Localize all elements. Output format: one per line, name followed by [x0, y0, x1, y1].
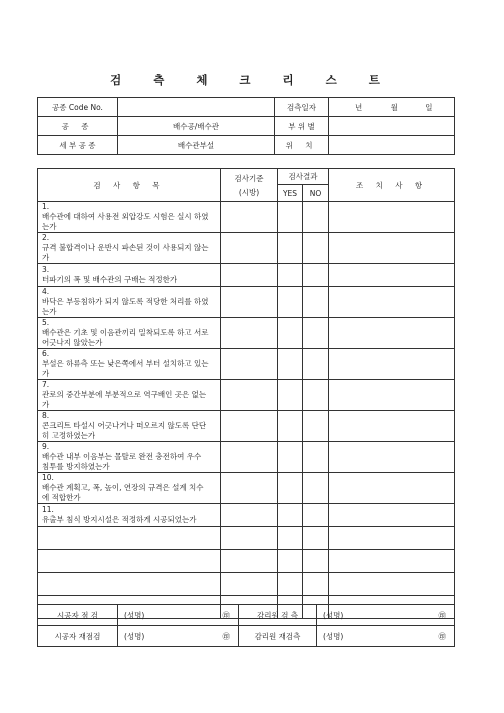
- item-text: 바닥은 부등침하가 되지 않도록 적당한 처리를 하였는가: [42, 297, 209, 316]
- location-value[interactable]: [329, 117, 455, 136]
- action-cell[interactable]: [329, 318, 455, 349]
- checklist-item: [38, 527, 221, 550]
- col-header-criteria: [221, 169, 278, 202]
- position-label: 위 치: [275, 136, 329, 155]
- project-code-value[interactable]: [118, 98, 275, 117]
- contractor-reinspection-sign[interactable]: [118, 626, 239, 647]
- no-cell[interactable]: [303, 233, 329, 264]
- date-year: 년: [355, 102, 363, 112]
- criteria-cell[interactable]: [221, 349, 278, 380]
- col-header-items: 검 사 항 목: [38, 169, 221, 202]
- no-cell[interactable]: [303, 550, 329, 573]
- checklist-item: [38, 233, 221, 264]
- criteria-cell[interactable]: [221, 287, 278, 318]
- item-text: 터파기의 폭 및 배수관의 구배는 적정한가: [42, 275, 178, 284]
- action-cell[interactable]: [329, 287, 455, 318]
- item-text: 배수관에 대하여 사용전 외압강도 시험은 실시 하였는가: [42, 212, 209, 231]
- item-text: 규격 불합격이나 운반시 파손된 것이 사용되지 않는가: [42, 243, 209, 262]
- no-cell[interactable]: [303, 411, 329, 442]
- criteria-label: 검사기준: [234, 173, 264, 183]
- table-row: [38, 318, 455, 349]
- criteria-cell[interactable]: [221, 442, 278, 473]
- col-header-action: 조 치 사 항: [329, 169, 455, 202]
- supervisor-reinspection-sign[interactable]: [317, 626, 455, 647]
- no-cell[interactable]: [303, 287, 329, 318]
- checklist-item: [38, 411, 221, 442]
- criteria-sub-label: (시방): [238, 187, 260, 197]
- position-value[interactable]: [329, 136, 455, 155]
- table-row: [38, 442, 455, 473]
- action-cell[interactable]: [329, 527, 455, 550]
- yes-cell[interactable]: [278, 318, 303, 349]
- seal-icon: ㊞: [222, 631, 230, 641]
- checklist-item: [38, 202, 221, 233]
- location-label: 부 위 별: [275, 117, 329, 136]
- contractor-reinspection-label: 시공자 재점검: [38, 626, 118, 647]
- item-number: 8.: [42, 411, 50, 420]
- item-text: 유출부 침식 방지시설은 적정하게 시공되었는가: [42, 515, 197, 524]
- detail-work-value: 배수관부설: [118, 136, 275, 155]
- action-cell[interactable]: [329, 349, 455, 380]
- action-cell[interactable]: [329, 411, 455, 442]
- yes-cell[interactable]: [278, 349, 303, 380]
- action-cell[interactable]: [329, 202, 455, 233]
- checklist-item: [38, 349, 221, 380]
- no-cell[interactable]: [303, 527, 329, 550]
- action-cell[interactable]: [329, 504, 455, 527]
- sign-placeholder: (성명): [323, 610, 344, 620]
- no-cell[interactable]: [303, 504, 329, 527]
- action-cell[interactable]: [329, 380, 455, 411]
- criteria-cell[interactable]: [221, 411, 278, 442]
- table-row: [38, 349, 455, 380]
- sign-placeholder: (성명): [124, 610, 145, 620]
- seal-icon: ㊞: [438, 631, 446, 641]
- checklist-item: [38, 573, 221, 596]
- work-type-value: 배수공/배수관: [118, 117, 275, 136]
- table-row: [38, 202, 455, 233]
- checklist-item: [38, 287, 221, 318]
- item-text: 부설은 하류측 또는 낮은쪽에서 부터 설치하고 있는가: [42, 359, 209, 378]
- checklist-item: [38, 380, 221, 411]
- item-number: 1.: [42, 202, 50, 211]
- col-header-no: NO: [303, 185, 329, 202]
- yes-cell[interactable]: [278, 287, 303, 318]
- item-number: 4.: [42, 287, 50, 296]
- yes-cell[interactable]: [278, 573, 303, 596]
- signature-table: [37, 604, 455, 647]
- criteria-cell[interactable]: [221, 233, 278, 264]
- page-title: 검 측 체 크 리 스 트: [110, 73, 394, 87]
- date-month: 월: [390, 102, 398, 112]
- checklist-item: [38, 442, 221, 473]
- no-cell[interactable]: [303, 380, 329, 411]
- no-cell[interactable]: [303, 473, 329, 504]
- supervisor-inspection-label: 감리원 검 측: [239, 605, 317, 626]
- action-cell[interactable]: [329, 473, 455, 504]
- no-cell[interactable]: [303, 264, 329, 287]
- yes-cell[interactable]: [278, 202, 303, 233]
- inspection-date-value[interactable]: [329, 98, 455, 117]
- table-row: [38, 504, 455, 527]
- criteria-cell[interactable]: [221, 264, 278, 287]
- criteria-cell[interactable]: [221, 550, 278, 573]
- item-text: 배수관 계획고, 폭, 높이, 연장의 규격은 설계 치수에 적합한가: [42, 483, 204, 502]
- no-cell[interactable]: [303, 318, 329, 349]
- item-number: 10.: [42, 473, 54, 482]
- table-row: [38, 233, 455, 264]
- criteria-cell[interactable]: [221, 573, 278, 596]
- yes-cell[interactable]: [278, 233, 303, 264]
- inspection-date-label: 검측일자: [275, 98, 329, 117]
- item-number: 5.: [42, 318, 50, 327]
- action-cell[interactable]: [329, 573, 455, 596]
- yes-cell[interactable]: [278, 550, 303, 573]
- table-row: [38, 550, 455, 573]
- criteria-cell[interactable]: [221, 318, 278, 349]
- table-row: [38, 287, 455, 318]
- item-text: 배수관은 기초 및 이음관끼리 밀착되도록 하고 서로 어긋나지 않았는가: [42, 328, 209, 347]
- criteria-cell[interactable]: [221, 380, 278, 411]
- action-cell[interactable]: [329, 550, 455, 573]
- yes-cell[interactable]: [278, 380, 303, 411]
- checklist-table: [37, 168, 455, 619]
- table-row: [38, 527, 455, 550]
- checklist-item: [38, 473, 221, 504]
- checklist-item: [38, 504, 221, 527]
- item-text: 관로의 중간부분에 부분적으로 역구배인 곳은 없는가: [42, 390, 207, 409]
- no-cell[interactable]: [303, 573, 329, 596]
- item-text: 배수관 내부 이음부는 몰탈로 완전 충전하여 우수 침투를 방지하였는가: [42, 452, 202, 471]
- item-number: 11.: [42, 505, 54, 514]
- yes-cell[interactable]: [278, 411, 303, 442]
- yes-cell[interactable]: [278, 442, 303, 473]
- supervisor-reinspection-label: 감리원 재검측: [239, 626, 317, 647]
- item-text: 콘크리트 타설시 어긋나거나 떠오르지 않도록 단단히 고정하였는가: [42, 421, 207, 440]
- table-row: [38, 380, 455, 411]
- sign-placeholder: (성명): [323, 631, 344, 641]
- seal-icon: ㊞: [438, 610, 446, 620]
- criteria-cell[interactable]: [221, 504, 278, 527]
- item-number: 7.: [42, 380, 50, 389]
- contractor-inspection-label: 시공자 점 검: [38, 605, 118, 626]
- header-table: [37, 97, 455, 155]
- detail-work-label: 세 부 공 종: [38, 136, 118, 155]
- checklist-item: [38, 264, 221, 287]
- criteria-cell[interactable]: [221, 202, 278, 233]
- item-number: 9.: [42, 442, 50, 451]
- work-type-label: 공 종: [38, 117, 118, 136]
- date-day: 일: [425, 102, 433, 112]
- no-cell[interactable]: [303, 349, 329, 380]
- item-number: 2.: [42, 233, 50, 242]
- criteria-cell[interactable]: [221, 527, 278, 550]
- table-row: [38, 473, 455, 504]
- criteria-cell[interactable]: [221, 473, 278, 504]
- table-row: [38, 573, 455, 596]
- yes-cell[interactable]: [278, 264, 303, 287]
- action-cell[interactable]: [329, 264, 455, 287]
- yes-cell[interactable]: [278, 504, 303, 527]
- checklist-item: [38, 550, 221, 573]
- item-number: 3.: [42, 265, 50, 274]
- col-header-result: 검사결과: [278, 169, 329, 185]
- action-cell[interactable]: [329, 442, 455, 473]
- col-header-yes: YES: [278, 185, 303, 202]
- action-cell[interactable]: [329, 233, 455, 264]
- yes-cell[interactable]: [278, 473, 303, 504]
- seal-icon: ㊞: [222, 610, 230, 620]
- no-cell[interactable]: [303, 202, 329, 233]
- contractor-inspection-sign[interactable]: [118, 605, 239, 626]
- sign-placeholder: (성명): [124, 631, 145, 641]
- no-cell[interactable]: [303, 442, 329, 473]
- table-row: [38, 264, 455, 287]
- table-row: [38, 411, 455, 442]
- project-code-label: 공종 Code No.: [38, 98, 118, 117]
- item-number: 6.: [42, 349, 50, 358]
- yes-cell[interactable]: [278, 527, 303, 550]
- checklist-item: [38, 318, 221, 349]
- supervisor-inspection-sign[interactable]: [317, 605, 455, 626]
